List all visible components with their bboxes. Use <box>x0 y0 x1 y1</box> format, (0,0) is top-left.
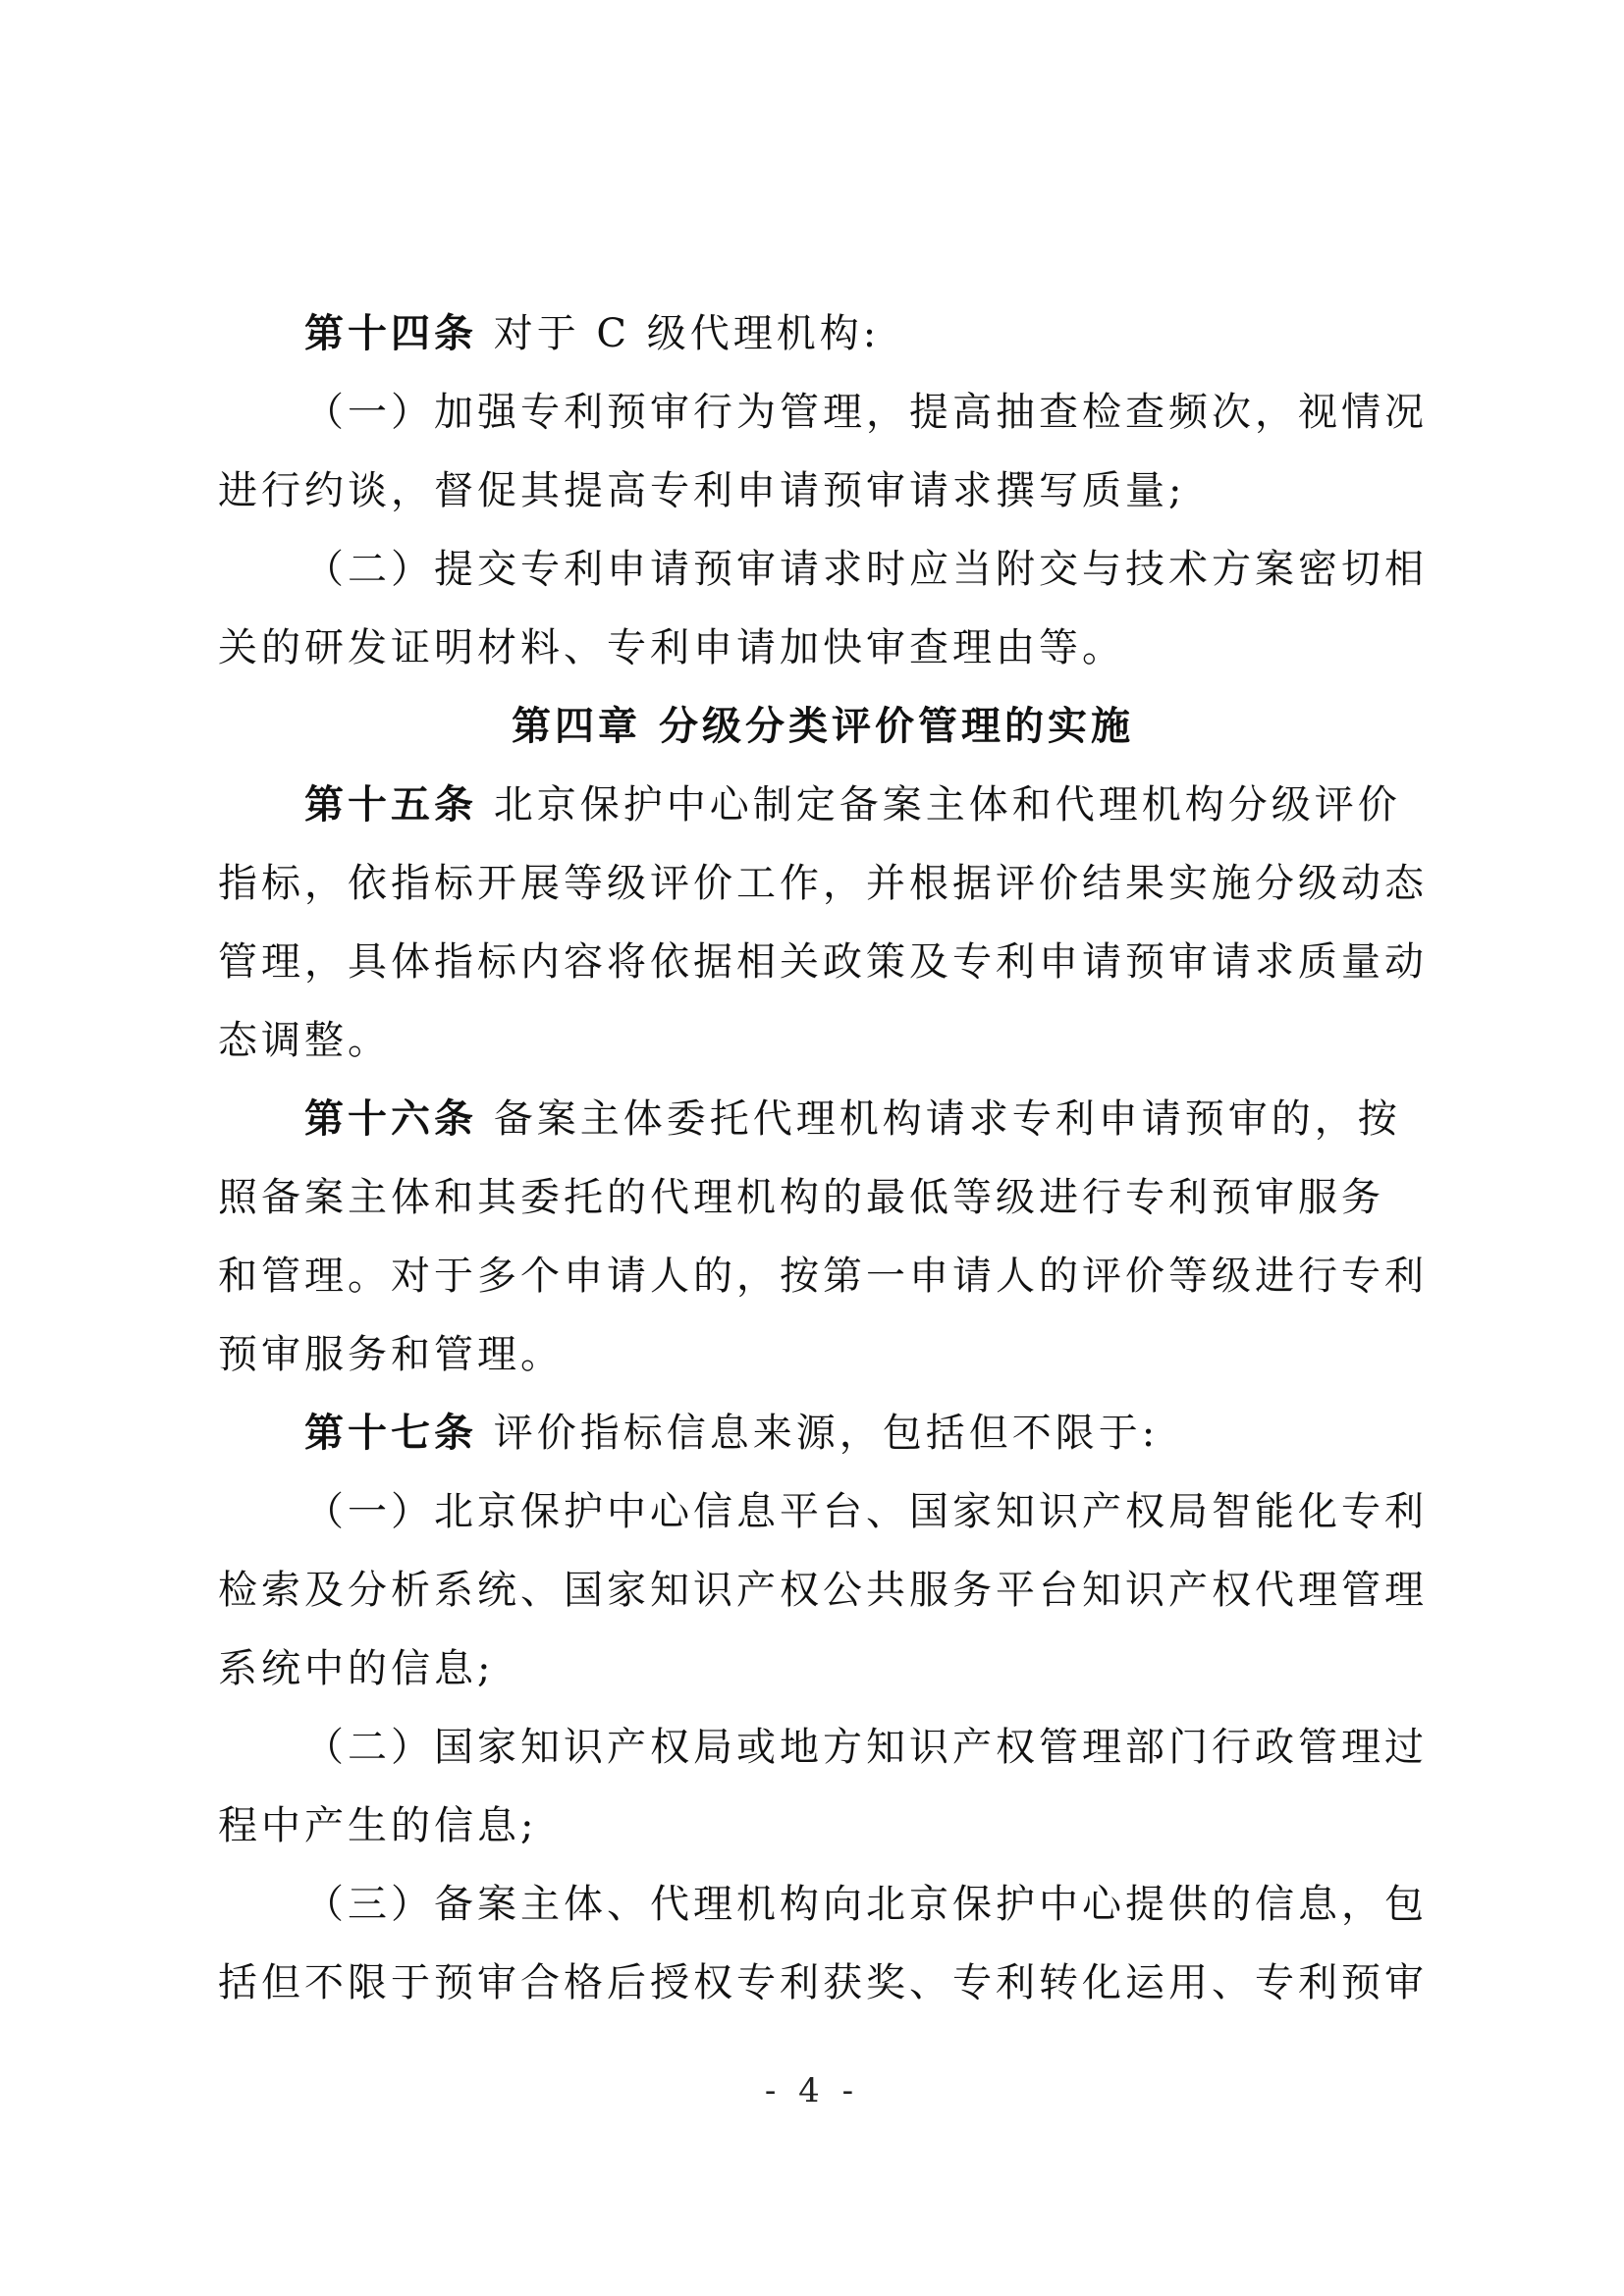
chapter-heading: 第四章 分级分类评价管理的实施 <box>512 704 1134 749</box>
line-text: 指标，依指标开展等级评价工作，并根据评价结果实施分级动态 <box>218 861 1428 906</box>
paragraph-line <box>218 1865 1428 1944</box>
line-text: （三）备案主体、代理机构向北京保护中心提供的信息，包 <box>304 1882 1428 1927</box>
line-text: （一）加强专利预审行为管理，提高抽查检查频次，视情况 <box>304 390 1428 435</box>
paragraph-line <box>218 1237 1428 1315</box>
paragraph-line <box>218 844 1428 923</box>
paragraph-line <box>218 1787 1428 1865</box>
paragraph-line <box>218 1551 1428 1629</box>
line-text: 关的研发证明材料、专利申请加快审查理由等。 <box>218 625 1125 670</box>
paragraph-line <box>218 923 1428 1001</box>
paragraph-line <box>218 766 1428 844</box>
article-number: 第十四条 <box>304 311 477 356</box>
line-text: 态调整。 <box>218 1018 391 1063</box>
line-text: 照备案主体和其委托的代理机构的最低等级进行专利预审服务 <box>218 1175 1384 1220</box>
paragraph-line <box>218 1001 1428 1080</box>
line-text: （二）提交专利申请预审请求时应当附交与技术方案密切相 <box>304 547 1428 592</box>
line-text: 检索及分析系统、国家知识产权公共服务平台知识产权代理管理 <box>218 1568 1428 1613</box>
line-text: 评价指标信息来源，包括但不限于: <box>493 1411 1160 1456</box>
paragraph-line <box>218 294 1428 373</box>
line-text: （二）国家知识产权局或地方知识产权管理部门行政管理过 <box>304 1725 1428 1770</box>
article-number: 第十六条 <box>304 1096 477 1142</box>
paragraph-line <box>218 1708 1428 1787</box>
paragraph-line <box>218 530 1428 609</box>
paragraph-line <box>218 1944 1428 2022</box>
line-text: 括但不限于预审合格后授权专利获奖、专利转化运用、专利预审 <box>218 1960 1428 2005</box>
paragraph-line <box>218 373 1428 452</box>
line-text: 进行约谈，督促其提高专利申请预审请求撰写质量; <box>218 468 1186 513</box>
line-text: 和管理。对于多个申请人的，按第一申请人的评价等级进行专利 <box>218 1254 1428 1299</box>
line-text: （一）北京保护中心信息平台、国家知识产权局智能化专利 <box>304 1489 1428 1534</box>
line-text: 北京保护中心制定备案主体和代理机构分级评价 <box>493 782 1401 828</box>
paragraph-line <box>218 1472 1428 1551</box>
paragraph-line <box>218 452 1428 530</box>
paragraph-line <box>218 1158 1428 1237</box>
paragraph-line <box>218 1315 1428 1394</box>
line-text: 程中产生的信息; <box>218 1803 538 1848</box>
paragraph-line <box>218 1629 1428 1708</box>
line-text: 管理，具体指标内容将依据相关政策及专利申请预审请求质量动 <box>218 939 1428 985</box>
line-text: 预审服务和管理。 <box>218 1332 564 1377</box>
line-text: 系统中的信息; <box>218 1646 495 1691</box>
article-number: 第十七条 <box>304 1411 477 1456</box>
paragraph-line <box>218 1394 1428 1472</box>
line-text: 备案主体委托代理机构请求专利申请预审的，按 <box>493 1096 1401 1142</box>
paragraph-line <box>218 1080 1428 1158</box>
paragraph-line <box>218 609 1428 687</box>
line-text: 对于 C 级代理机构: <box>493 311 881 356</box>
article-number: 第十五条 <box>304 782 477 828</box>
document-body <box>218 294 1428 2022</box>
page-number: - 4 - <box>764 2071 860 2110</box>
